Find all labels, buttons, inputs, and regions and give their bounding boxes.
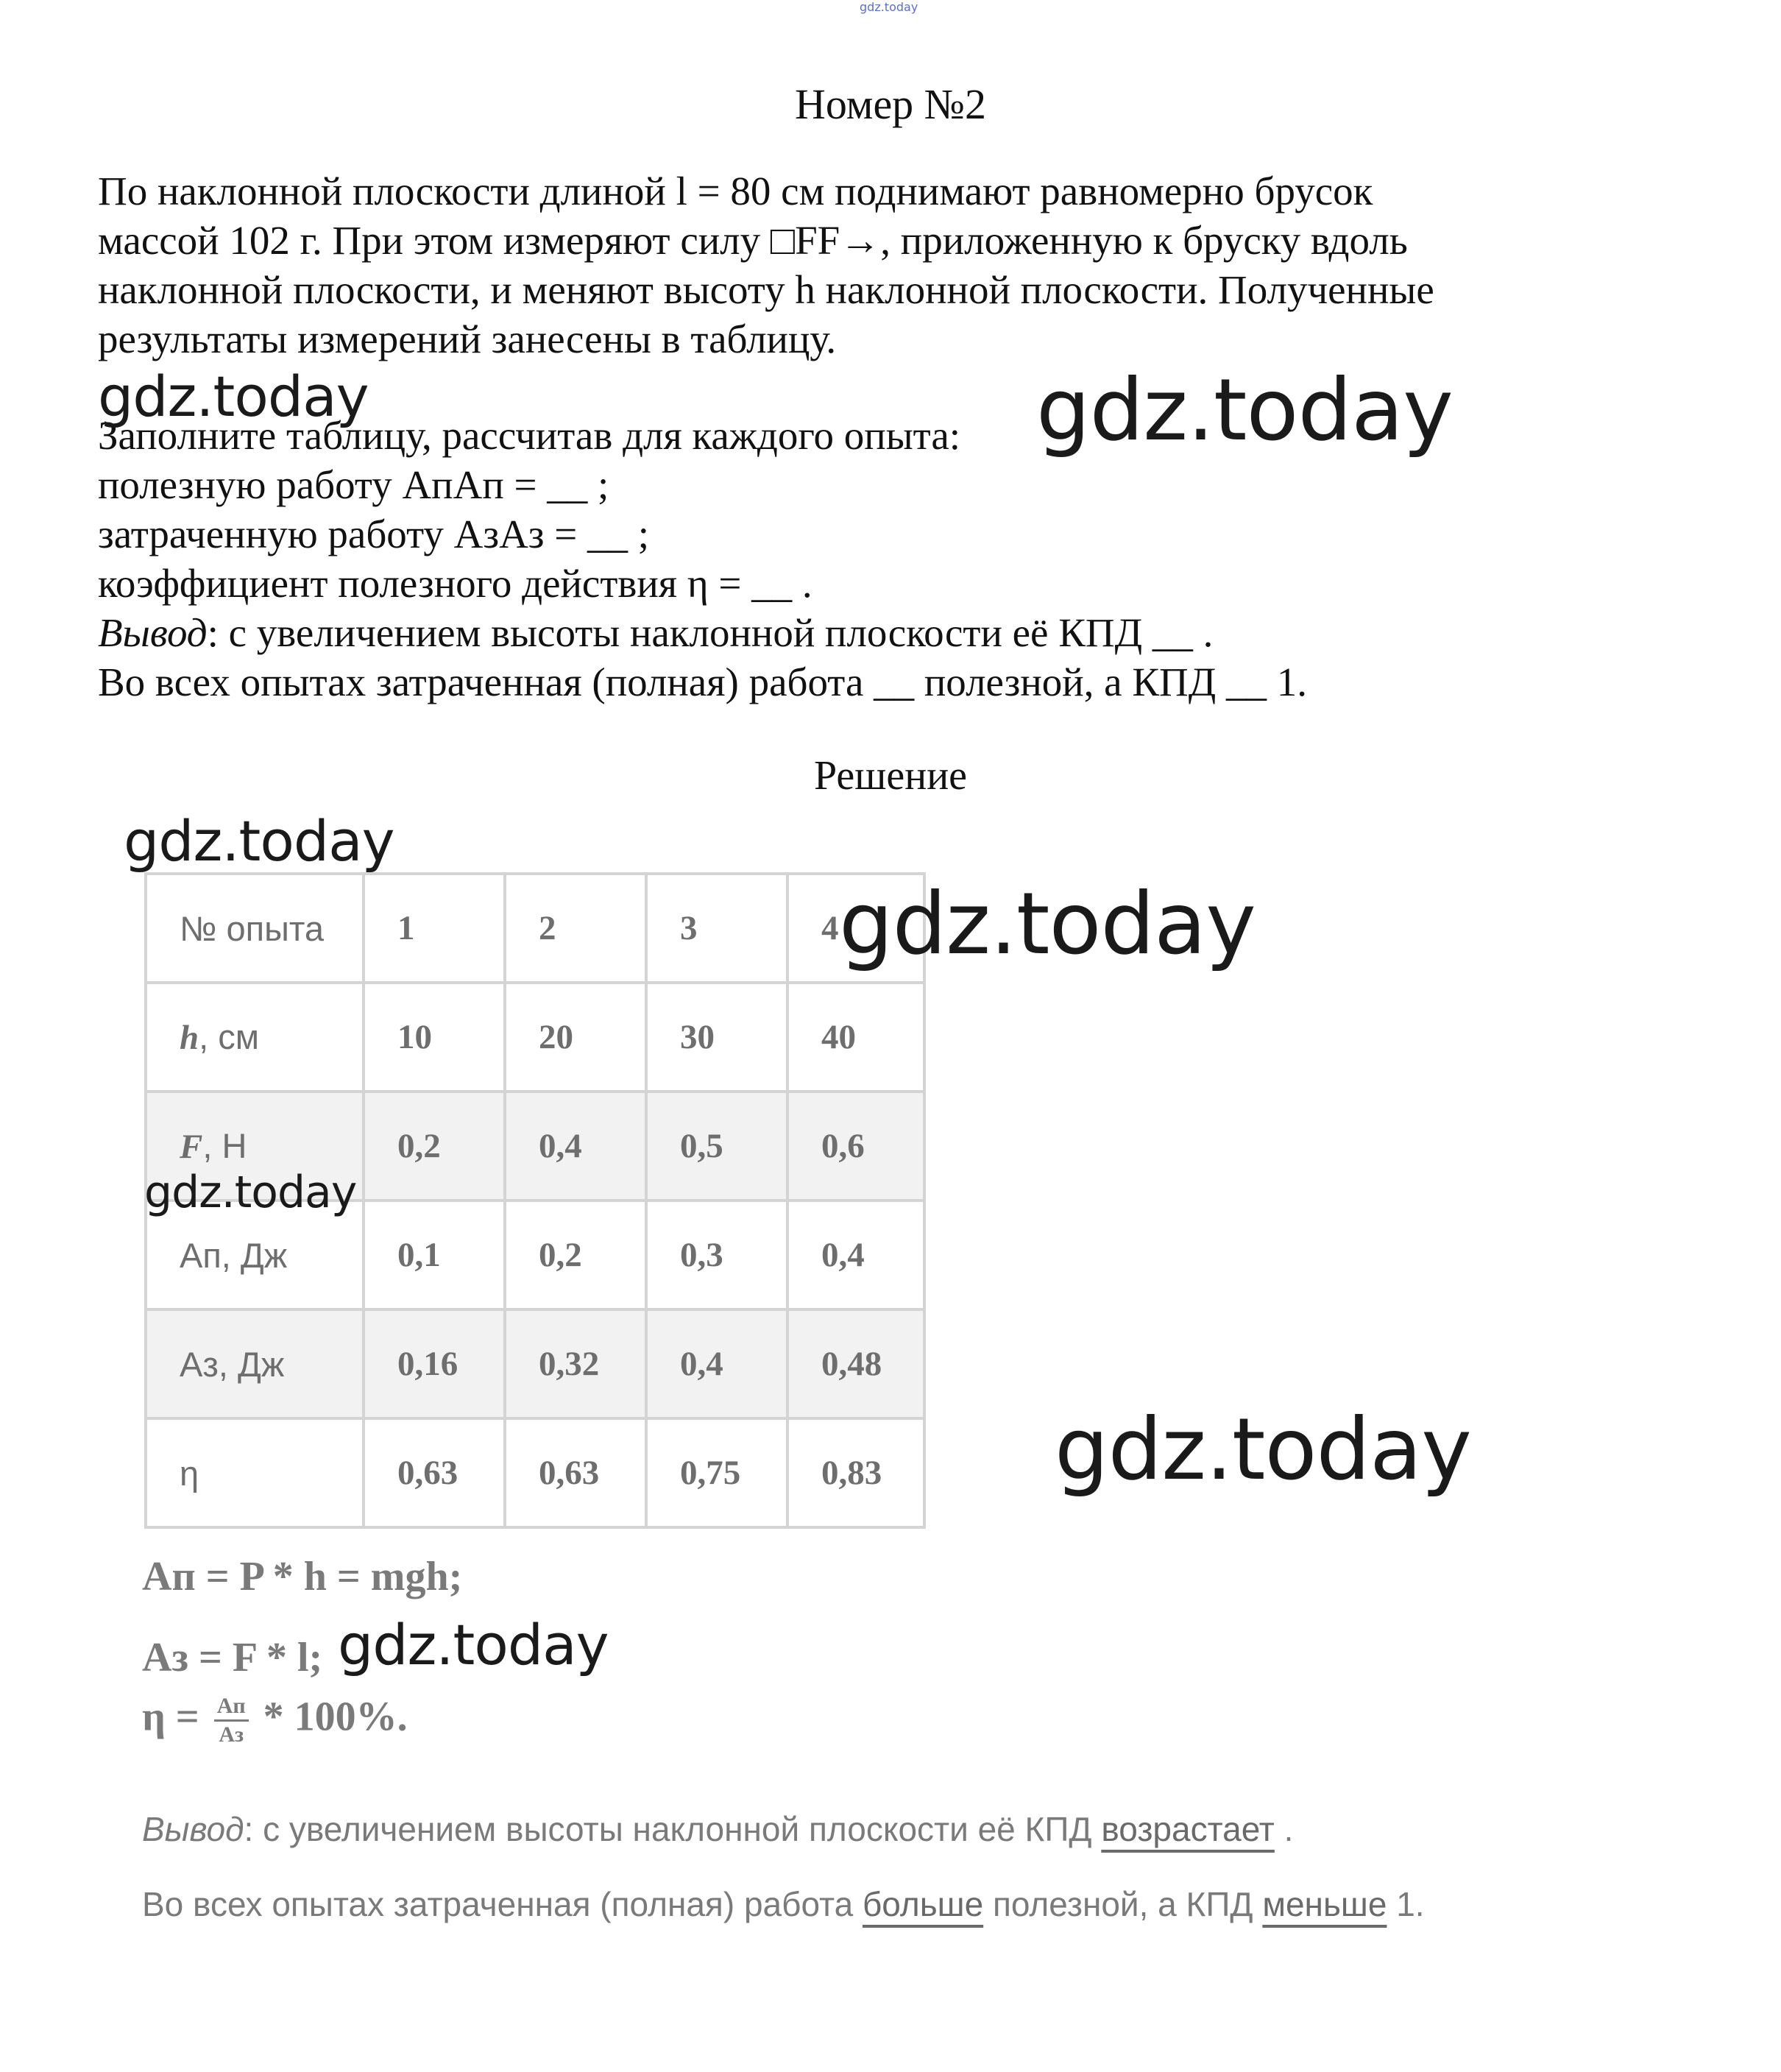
- table-cell: 30: [646, 983, 787, 1092]
- fraction-denominator: Аз: [219, 1722, 244, 1747]
- row-header: [146, 983, 364, 1092]
- task-line: затраченную работу АзАз = __ ;: [98, 512, 650, 556]
- task-line: полезную работу АпАп = __ ;: [98, 462, 609, 507]
- conclusion-answer-label: Вывод: [142, 1810, 244, 1848]
- table-cell: 0,75: [646, 1418, 787, 1527]
- comparison-answer-end: 1.: [1396, 1885, 1425, 1923]
- comparison-question: Во всех опытах затраченная (полная) работа __ полезной, а КПД __ 1.: [98, 660, 1308, 704]
- efficiency-lhs: η =: [142, 1694, 199, 1740]
- watermark: gdz.today: [1055, 1400, 1471, 1499]
- problem-line: наклонной плоскости, и меняют высоту h наклонной плоскости. Полученные: [98, 267, 1434, 312]
- table-cell: 0,3: [646, 1201, 787, 1309]
- task-line: коэффициент полезного действия η = __ .: [98, 561, 812, 606]
- row-header-unit: , Н: [202, 1126, 247, 1165]
- efficiency-formula: [142, 1693, 408, 1748]
- conclusion-label: Вывод: [98, 610, 208, 655]
- comparison-answer: [142, 1884, 1425, 1924]
- problem-statement: [98, 166, 1717, 707]
- problem-line: По наклонной плоскости длиной l = 80 см поднимают равномерно брусок: [98, 169, 1373, 213]
- conclusion-text: : с увеличением высоты наклонной плоскости её КПД __ .: [207, 610, 1214, 655]
- row-header: № опыта: [146, 874, 364, 983]
- row-header-symbol: h: [180, 1019, 199, 1057]
- fraction-numerator: Ап: [214, 1693, 249, 1722]
- comparison-answer-mid: полезной, а КПД: [992, 1885, 1253, 1923]
- efficiency-fraction: [214, 1693, 249, 1748]
- problem-line: массой 102 г. При этом измеряют силу □FF→, приложенную к бруску вдоль: [98, 218, 1408, 263]
- table-cell: 0,4: [646, 1309, 787, 1418]
- table-cell: 0,5: [646, 1092, 787, 1201]
- table-cell: 2: [505, 874, 646, 983]
- table-cell: 0,32: [505, 1309, 646, 1418]
- conclusion-answer: [142, 1809, 1293, 1849]
- useful-work-formula: Ап = P * h = mgh;: [142, 1554, 463, 1599]
- watermark: gdz.today: [98, 364, 369, 429]
- row-header: η: [146, 1418, 364, 1527]
- table-cell: 0,4: [787, 1201, 924, 1309]
- table-row: [146, 874, 924, 983]
- row-header: Ап, Дж: [146, 1201, 364, 1309]
- conclusion-answer-end: .: [1283, 1810, 1294, 1848]
- table-cell: 1: [364, 874, 505, 983]
- table-cell: 0,2: [505, 1201, 646, 1309]
- task-line: Заполните таблицу, рассчитав для каждого опыта:: [98, 413, 961, 458]
- table-cell: 0,83: [787, 1418, 924, 1527]
- watermark: gdz.today: [1036, 361, 1453, 460]
- row-header-unit: , см: [199, 1017, 260, 1056]
- conclusion-answer-text: : с увеличением высоты наклонной плоскости её КПД: [244, 1810, 1092, 1848]
- table-cell: 0,6: [787, 1092, 924, 1201]
- table-cell: 0,63: [505, 1418, 646, 1527]
- answer-greater: больше: [862, 1885, 984, 1923]
- efficiency-rhs: * 100%.: [263, 1694, 408, 1740]
- site-mark: gdz.today: [860, 0, 918, 14]
- problem-line: результаты измерений занесены в таблицу.: [98, 317, 837, 361]
- row-header-symbol: F: [180, 1128, 203, 1166]
- table-cell: 0,63: [364, 1418, 505, 1527]
- page-title: Номер №2: [794, 80, 987, 128]
- answer-increases: возрастает: [1101, 1810, 1275, 1848]
- solution-title: Решение: [813, 753, 968, 799]
- table-cell: 0,1: [364, 1201, 505, 1309]
- table-cell: 0,2: [364, 1092, 505, 1201]
- row-header: Аз, Дж: [146, 1309, 364, 1418]
- watermark: gdz.today: [124, 808, 394, 874]
- table-cell: 20: [505, 983, 646, 1092]
- answer-less: меньше: [1262, 1885, 1387, 1923]
- table-cell: 0,48: [787, 1309, 924, 1418]
- comparison-answer-text: Во всех опытах затраченная (полная) работа: [142, 1885, 854, 1923]
- table-row: [146, 1309, 924, 1418]
- table-cell: 3: [646, 874, 787, 983]
- table-cell: 0,4: [505, 1092, 646, 1201]
- table-cell: 40: [787, 983, 924, 1092]
- watermark: gdz.today: [839, 874, 1256, 974]
- conclusion-question: [98, 608, 1717, 657]
- table-row: [146, 983, 924, 1092]
- table-cell: 0,16: [364, 1309, 505, 1418]
- table-row: [146, 1418, 924, 1527]
- watermark: gdz.today: [338, 1612, 609, 1677]
- table-cell: 10: [364, 983, 505, 1092]
- spent-work-formula: Аз = F * l;: [142, 1635, 323, 1680]
- watermark: gdz.today: [144, 1167, 357, 1218]
- table-cell: 4: [787, 874, 924, 983]
